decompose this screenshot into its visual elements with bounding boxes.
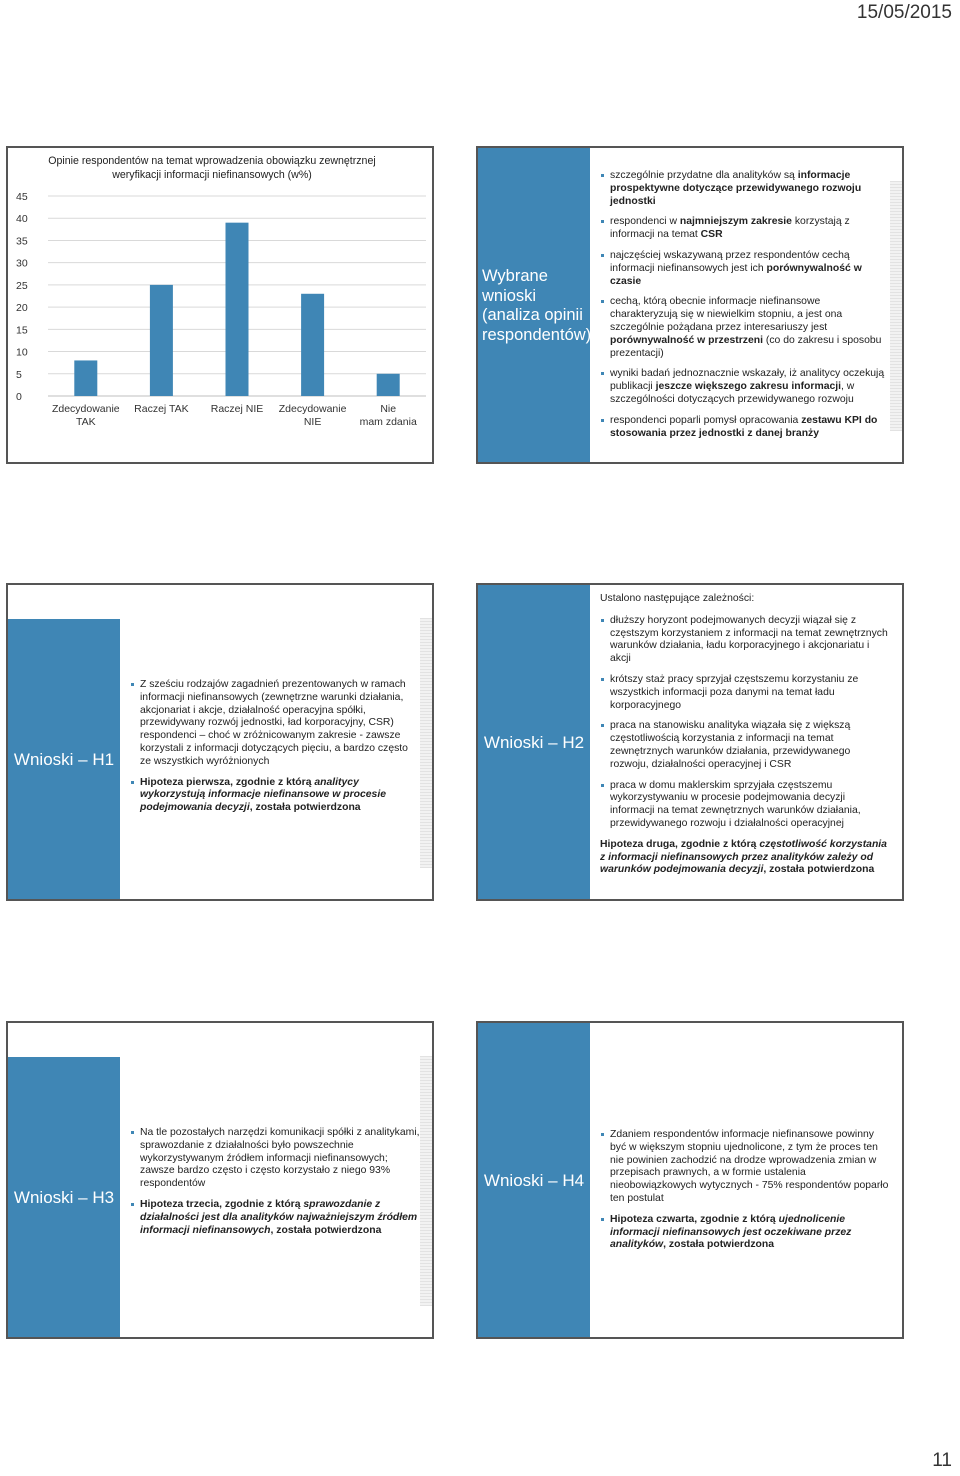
- bullet-item: [600, 780, 890, 831]
- text-run: Z sześciu rodzajów zagadnień prezentowanych w ramach informacji niefinansowych (zewnętrzne warunki działania, akcjonariat i akcje, działalność operacyjna spółki, przewidywany rozwój jednostki, ład korporacyjny, CSR) respondenci – choć w zróżnicowanym zakresie - zawsze korzystali z informacji dotyczących pięciu, a bardzo często ze wszystkich wyróżnionych: [140, 679, 408, 767]
- text-run: , w szczególności dotyczących przewidywanego rozwoju: [610, 381, 855, 405]
- x-tick-label: Zdecydowanie TAK: [51, 403, 120, 428]
- slide-wnioski-h1: [6, 583, 434, 901]
- bullet-item: [600, 720, 890, 771]
- bar: [74, 360, 97, 396]
- bullet-item: [600, 216, 890, 242]
- text-run: Zdaniem respondentów informacje niefinansowe powinny być w większym stopniu ujednolicone, z tym że proces ten nie powinien zachodzić na drodze wprowadzenia zmian w przepisach prawnych, a w formie ustalenia nieobowiązkowych wytycznych - 75% respondentów poparło ten postulat: [610, 1129, 889, 1204]
- slide-panel: [8, 1057, 120, 1339]
- bar-chart: [8, 148, 432, 462]
- text-run: sprawozdanie z działalności jest dla analityków najważniejszym źródłem informacji niefinansowych: [140, 1198, 418, 1236]
- text-run: dłuższy horyzont podejmowanych decyzji wiązał się z częstszym korzystaniem z informacji na temat zewnętrznych warunków działania, ładu korporacyjnego i akcjonariatu i akcji: [610, 614, 888, 665]
- text-run: jeszcze większego zakresu informacji: [655, 381, 842, 393]
- text-run: częstotliwość korzystania z informacji niefinansowych przez analityków zależy od warunków podejmowania decyzji: [600, 838, 887, 876]
- y-tick-label: 35: [16, 235, 28, 248]
- slide-wnioski-h2: [476, 583, 904, 901]
- slide-panel: [478, 1023, 590, 1339]
- bullet-item: [130, 777, 420, 815]
- text-run: zestawu KPI do stosowania przez jednostki z danej branży: [610, 414, 878, 439]
- text-run: Hipoteza druga, zgodnie z którą: [600, 838, 760, 850]
- slide-wnioski-ogolne: [476, 146, 904, 464]
- x-tick-label: Raczej NIE: [210, 403, 264, 415]
- y-tick-label: 25: [16, 279, 28, 292]
- y-tick-label: 15: [16, 324, 28, 337]
- slide-chart: [6, 146, 434, 464]
- slide-content: [130, 679, 420, 823]
- text-run: informacje prospektywne dotyczące przewidywanego rozwoju jednostki: [610, 170, 862, 207]
- x-tick-label: Raczej TAK: [134, 403, 189, 415]
- text-run: porównywalność w przestrzeni: [610, 334, 764, 346]
- y-tick-label: 0: [16, 391, 22, 403]
- scrollbar[interactable]: [890, 181, 902, 431]
- bullet-list: [600, 615, 890, 831]
- chart-title: Opinie respondentów na temat wprowadzenia obowiązku zewnętrznej weryfikacji informacji niefinansowych (w%): [48, 155, 376, 181]
- conclusion-text: [600, 839, 890, 877]
- bullet-item: [600, 368, 890, 406]
- bullet-item: [600, 296, 890, 360]
- panel-title: Wnioski – H1: [13, 750, 115, 770]
- slide-panel: [478, 585, 590, 901]
- bullet-list: [600, 170, 890, 440]
- y-tick-label: 5: [16, 368, 22, 381]
- y-tick-label: 10: [16, 346, 28, 359]
- bullet-item: [600, 615, 890, 666]
- text-run: korzystają z informacji na temat: [610, 216, 850, 241]
- y-tick-label: 20: [16, 302, 28, 315]
- panel-title: Wnioski – H4: [483, 1171, 585, 1191]
- text-run: , została potwierdzona: [763, 864, 875, 876]
- bar: [377, 374, 400, 396]
- bullet-item: [600, 250, 890, 288]
- y-tick-label: 40: [16, 213, 28, 226]
- bullet-item: [600, 1214, 890, 1252]
- text-run: wyniki badań jednoznacznie wskazały, iż analitycy oczekują publikacji: [610, 368, 885, 393]
- y-tick-label: 45: [16, 191, 28, 203]
- text-run: , została potwierdzona: [270, 1224, 382, 1236]
- bullet-item: [600, 415, 890, 441]
- bullet-item: [130, 1127, 420, 1191]
- text-run: (co do zakresu i sposobu prezentacji): [610, 334, 882, 359]
- x-tick-label: Zdecydowanie NIE: [278, 403, 347, 428]
- bullet-list: [130, 679, 420, 815]
- panel-title: Wnioski – H2: [483, 733, 585, 753]
- text-run: respondenci poparli pomysł opracowania: [610, 414, 802, 426]
- text-run: CSR: [700, 229, 723, 241]
- panel-title: Wnioski – H3: [13, 1188, 115, 1208]
- text-run: Na tle pozostałych narzędzi komunikacji spółki z analitykami, sprawozdanie z działalności było powszechnie wykorzystywanym źródłem informacji niefinansowych; zawsze bardzo często i często korzystało z niego 93% respondentów: [140, 1127, 420, 1190]
- text-run: krótszy staż pracy sprzyjał częstszemu korzystaniu ze wszystkich informacji poza danymi na temat ładu korporacyjnego: [610, 673, 859, 711]
- text-run: najmniejszym zakresie: [679, 216, 792, 228]
- slide-panel: [8, 619, 120, 901]
- slide-wnioski-h4: [476, 1021, 904, 1339]
- bullet-list: [600, 1129, 890, 1252]
- scrollbar[interactable]: [420, 618, 432, 868]
- scrollbar[interactable]: [420, 1056, 432, 1306]
- text-run: analitycy wykorzystują informacje niefinansowe w procesie podejmowania decyzji: [140, 776, 386, 814]
- text-run: Hipoteza trzecia, zgodnie z którą: [140, 1198, 304, 1210]
- panel-title: Wybrane wnioski (analiza opinii respondentów): [482, 267, 592, 344]
- text-run: cechą, którą obecnie informacje niefinansowe charakteryzują się w niewielkim stopniu, a jest ona szczególnie pożądana przez interesariuszy jest: [610, 296, 843, 333]
- text-run: Hipoteza pierwsza, zgodnie z którą: [140, 776, 315, 788]
- slide-content: [600, 593, 890, 877]
- bullet-item: [600, 674, 890, 712]
- y-tick-label: 30: [16, 257, 28, 270]
- text-run: praca w domu maklerskim sprzyjała częstszemu wykorzystywaniu w procesie podejmowania decyzji informacji na temat zewnętrznych warunków działania, przewidywanego rozwoju i działalności operacyjnej: [610, 779, 861, 829]
- x-tick-label: Nie mam zdania: [359, 403, 417, 428]
- text-run: , została potwierdzona: [249, 802, 361, 814]
- slide-content: [130, 1127, 420, 1245]
- page-number: 11: [932, 1450, 952, 1471]
- lead-text: Ustalono następujące zależności:: [600, 593, 755, 604]
- slide-panel: [478, 148, 590, 464]
- text-run: , została potwierdzona: [663, 1239, 774, 1251]
- text-run: najczęściej wskazywaną przez respondentów cechą informacji niefinansowych jest ich: [610, 249, 850, 274]
- bullet-item: [130, 679, 420, 769]
- bar: [301, 294, 324, 396]
- bullet-item: [600, 1129, 890, 1206]
- bar: [226, 223, 249, 396]
- slide-content: [600, 170, 890, 448]
- header-date: 15/05/2015: [856, 2, 952, 23]
- text-run: szczególnie przydatne dla analityków są: [610, 170, 798, 181]
- text-run: respondenci w: [610, 216, 680, 228]
- bullet-item: [130, 1199, 420, 1237]
- bar: [150, 285, 173, 396]
- text-run: ujednolicenie informacji niefinansowych jest oczekiwane przez analityków: [610, 1213, 852, 1251]
- text-run: Hipoteza czwarta, zgodnie z którą: [610, 1213, 779, 1225]
- bullet-item: [600, 170, 890, 208]
- slide-content: [600, 1129, 890, 1260]
- bullet-list: [130, 1127, 420, 1237]
- slide-wnioski-h3: [6, 1021, 434, 1339]
- text-run: porównywalność w czasie: [610, 262, 862, 287]
- text-run: praca na stanowisku analityka wiązała się z większą częstotliwością korzystania z informacji na temat zewnętrznych warunków działania, przewidywanego rozwoju, działalności operacyjnej i CSR: [610, 720, 851, 770]
